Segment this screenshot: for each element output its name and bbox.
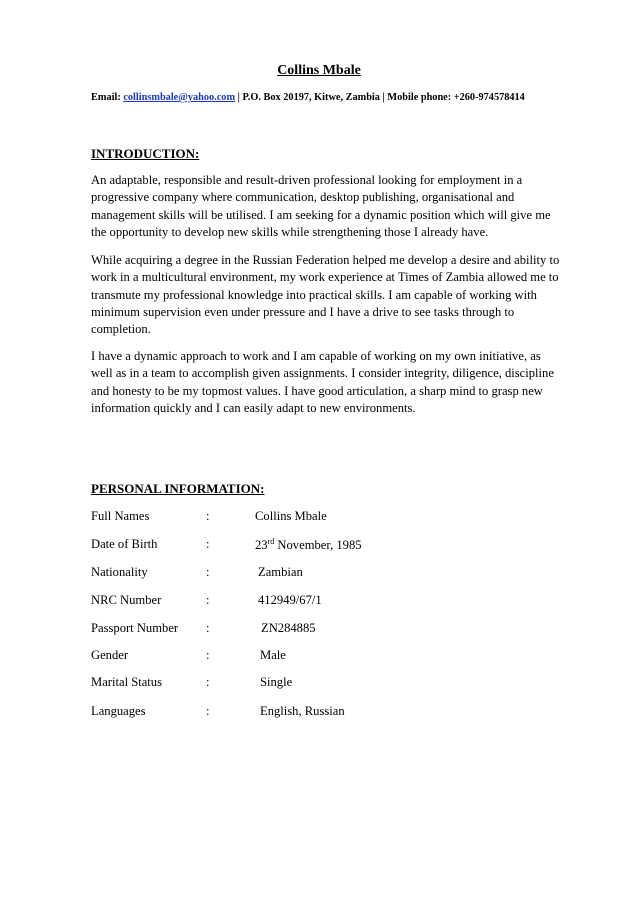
contact-separator: |	[237, 92, 240, 103]
introduction-paragraph: While acquiring a degree in the Russian Federation helped me develop a desire and ability to work in a multicultural environment, my work experience at Times of Zambia allowed me to transmute my professional knowledge into practical skills. I am capable of working with minimum supervision even under pressure and I have a drive to see tasks through to completion.	[91, 253, 560, 337]
info-value: English, Russian	[260, 704, 345, 718]
info-colon: :	[206, 537, 210, 551]
candidate-name: Collins Mbale	[277, 63, 361, 78]
info-label: Full Names	[91, 509, 150, 523]
introduction-paragraph: An adaptable, responsible and result-driven professional looking for employment in a progressive company where communication, desktop publishing, organisational and management skills will be utilised. I am seeking for a dynamic position which will give me the opportunity to develop new skills while strengthening those I already have.	[91, 173, 551, 239]
info-row-nationality	[91, 565, 561, 583]
info-row-full-names	[91, 509, 561, 527]
info-colon: :	[206, 509, 210, 523]
info-value	[255, 537, 362, 553]
info-colon: :	[206, 565, 210, 579]
info-label: Nationality	[91, 565, 148, 579]
introduction-heading: INTRODUCTION:	[91, 146, 200, 161]
info-row-languages	[91, 704, 561, 722]
info-row-marital-status	[91, 675, 561, 693]
contact-line	[91, 92, 571, 103]
info-value: Male	[260, 648, 286, 662]
info-label: Languages	[91, 704, 146, 718]
introduction-paragraph: I have a dynamic approach to work and I am capable of working on my own initiative, as well as in a team to accomplish given assignments. I consider integrity, diligence, discipline and honesty to be my topmost values. I have good articulation, a sharp mind to grasp new information quickly and I can easily adapt to new environments.	[91, 349, 554, 415]
mobile-phone: Mobile phone: +260-974578414	[387, 92, 525, 103]
info-value: 412949/67/1	[258, 593, 322, 607]
info-label: Passport Number	[91, 621, 179, 635]
info-colon: :	[206, 621, 210, 635]
birth-month-year: November, 1985	[274, 538, 362, 553]
postal-address: P.O. Box 20197, Kitwe, Zambia	[242, 92, 380, 103]
info-value: Zambian	[258, 565, 303, 579]
info-row-gender	[91, 648, 561, 666]
birth-day: 23	[255, 538, 268, 553]
info-value: ZN284885	[261, 621, 316, 635]
info-label: Marital Status	[91, 675, 163, 689]
info-row-date-of-birth	[91, 537, 561, 555]
info-colon: :	[206, 648, 210, 662]
info-label: Gender	[91, 648, 129, 662]
info-row-nrc-number	[91, 593, 561, 611]
info-label: Date of Birth	[91, 537, 158, 551]
info-colon: :	[206, 704, 210, 718]
info-value: Collins Mbale	[255, 509, 327, 523]
info-label: NRC Number	[91, 593, 162, 607]
email-link[interactable]: collinsmbale@yahoo.com	[123, 92, 236, 103]
info-colon: :	[206, 593, 210, 607]
info-row-passport-number	[91, 621, 561, 639]
info-value: Single	[260, 675, 293, 689]
contact-separator: |	[382, 92, 385, 103]
ordinal-suffix: rd	[267, 537, 275, 546]
info-colon: :	[206, 675, 210, 689]
personal-information-heading: PERSONAL INFORMATION:	[91, 481, 265, 496]
email-label: Email:	[91, 92, 121, 103]
